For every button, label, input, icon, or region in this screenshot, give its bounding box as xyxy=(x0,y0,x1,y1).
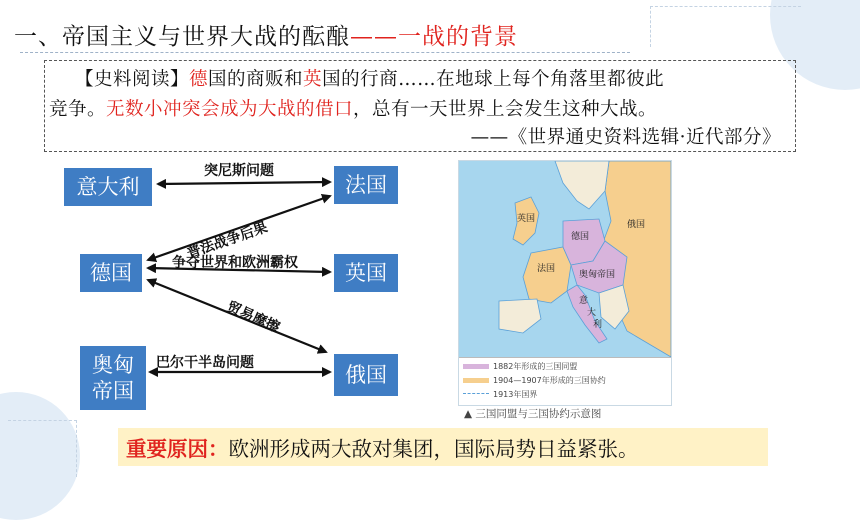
legend-swatch-alliance xyxy=(463,364,489,369)
map-label-austria: 奥匈帝国 xyxy=(579,270,616,280)
conclusion-label: 重要原因： xyxy=(126,437,229,461)
relation-label-germany-france: 普法战争后果 xyxy=(184,219,270,262)
legend-alliance: 1882年形成的三国同盟 xyxy=(493,362,578,371)
map-legend xyxy=(459,357,671,406)
country-box-germany: 德国 xyxy=(80,254,142,292)
map-label-germany: 德国 xyxy=(571,232,590,242)
conclusion-text: 欧洲形成两大敌对集团，国际局势日益紧张。 xyxy=(228,437,639,461)
legend-swatch-border xyxy=(463,393,489,394)
map-label-italy-2: 大 xyxy=(587,308,597,318)
legend-border: 1913年国界 xyxy=(493,390,538,399)
legend-entente: 1904—1907年形成的三国协约 xyxy=(493,376,606,385)
title-highlight: ——一战的背景 xyxy=(350,24,518,50)
legend-swatch-entente xyxy=(463,378,489,383)
relation-label-germany-russia: 贸易摩擦 xyxy=(224,298,282,337)
quote-line-2: 竞争。无数小冲突会成为大战的借口，总有一天世界上会发生这种大战。 xyxy=(49,99,658,120)
map-label-italy-1: 意 xyxy=(579,296,589,306)
country-box-italy: 意大利 xyxy=(64,168,152,206)
europe-alliance-map xyxy=(458,160,672,406)
quote-source: ——《世界通史资料选辑·近代部分》 xyxy=(470,127,781,148)
map-label-uk: 英国 xyxy=(517,214,536,224)
map-graphic xyxy=(459,161,671,357)
relation-label-italy-france: 突尼斯问题 xyxy=(204,163,274,179)
map-label-france: 法国 xyxy=(537,264,556,274)
map-region-spain xyxy=(499,299,541,333)
map-label-russia: 俄国 xyxy=(627,220,646,230)
country-box-britain: 英国 xyxy=(334,254,398,292)
title-main: 一、帝国主义与世界大战的酝酿 xyxy=(14,24,350,50)
conclusion-bar xyxy=(118,428,768,466)
country-box-russia: 俄国 xyxy=(334,354,398,396)
country-box-france: 法国 xyxy=(334,166,398,204)
quote-line-1: 【史料阅读】德国的商贩和英国的行商……在地球上每个角落里都彼此 xyxy=(75,69,665,90)
map-label-italy-3: 利 xyxy=(593,320,603,330)
country-box-austria: 奥匈帝国 xyxy=(80,346,146,410)
map-caption: ▲ 三国同盟与三国协约示意图 xyxy=(464,408,602,420)
map-region-france xyxy=(523,247,571,303)
map-region-scandinavia xyxy=(555,161,609,209)
relation-label-germany-britain: 争夺世界和欧洲霸权 xyxy=(172,255,298,271)
arrow-italy-france xyxy=(158,182,330,184)
relation-label-austria-russia: 巴尔干半岛问题 xyxy=(156,355,254,371)
